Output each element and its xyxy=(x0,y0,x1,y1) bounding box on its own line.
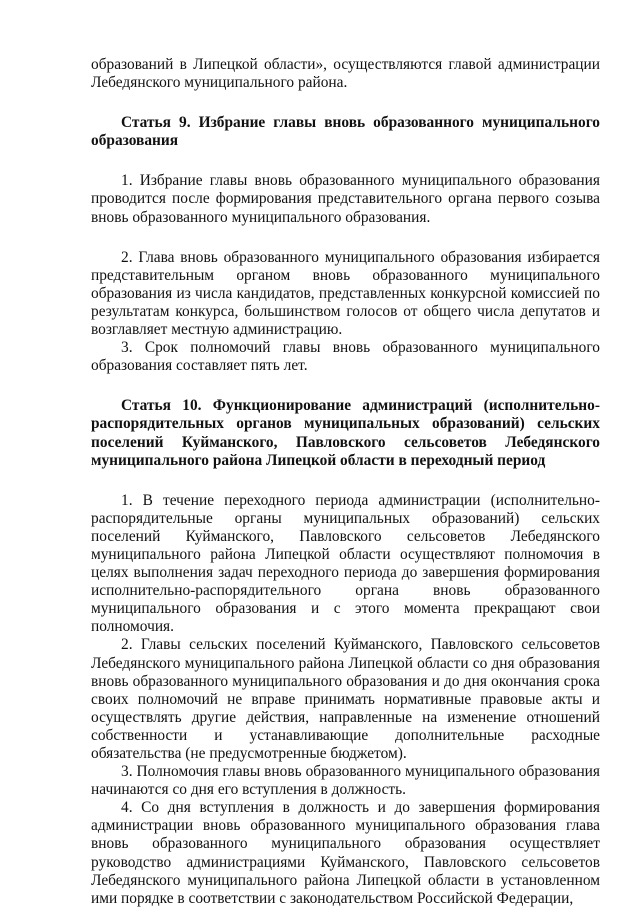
article-10-paragraph-3: 3. Полномочия главы вновь образованного муниципального образования начинаются со дня его вступления в должность. xyxy=(91,763,600,799)
article-9-paragraph-2: 2. Глава вновь образованного муниципального образования избирается представительным органом вновь образованного муниципального образования из числа кандидатов, представленных конкурсной комиссией по результатам конкурса, большинством голосов от общего числа депутатов и возглавляет местную администрацию. xyxy=(91,248,600,339)
article-10-title: Статья 10. Функционирование администраций (исполнительно-распорядительных органов муниципальных образований) сельских поселений Куйманского, Павловского сельсоветов Лебедянского муниципального района Липецкой области в переходный период xyxy=(91,397,600,469)
article-9-title: Статья 9. Избрание главы вновь образованного муниципального образования xyxy=(91,114,600,150)
spacer xyxy=(91,470,600,492)
article-10-paragraph-2: 2. Главы сельских поселений Куйманского, Павловского сельсоветов Лебедянского муниципального района Липецкой области со дня образования вновь образованного муниципального образования и до дня окончания срока своих полномочий не вправе принимать нормативные правовые акты и осуществлять другие действия, направленные на изменение отношений собственности и устанавливающие дополнительные расходные обязательства (не предусмотренные бюджетом). xyxy=(91,636,600,762)
article-10-paragraph-1: 1. В течение переходного периода администрации (исполнительно-распорядительные органы муниципальных образований) сельских поселений Куйманского, Павловского сельсоветов Лебедянского муниципального района Липецкой области осуществляют полномочия в целях выполнения задач переходного периода до завершения формирования исполнительно-распорядительного органа вновь образованного муниципального образования и с этого момента прекращают свои полномочия. xyxy=(91,491,600,636)
article-10-paragraph-4: 4. Со дня вступления в должность и до завершения формирования администрации вновь образованного муниципального образования глава вновь образованного муниципального образования осуществляет руководство администрациями Куйманского, Павловского сельсоветов Лебедянского муниципального района Липецкой области в установленном ими порядке в соответствии с законодательством Российской Федерации, xyxy=(91,799,600,907)
spacer xyxy=(91,150,600,172)
lead-paragraph: образований в Липецкой области», осуществляются главой администрации Лебедянского муниципального района. xyxy=(91,56,600,92)
article-9-paragraph-1: 1. Избрание главы вновь образованного муниципального образования проводится после формирования представительного органа первого созыва вновь образованного муниципального образования. xyxy=(91,172,600,226)
article-9-paragraph-3: 3. Срок полномочий главы вновь образованного муниципального образования составляет пять лет. xyxy=(91,339,600,375)
spacer xyxy=(91,375,600,397)
spacer xyxy=(91,227,600,249)
spacer xyxy=(91,92,600,114)
